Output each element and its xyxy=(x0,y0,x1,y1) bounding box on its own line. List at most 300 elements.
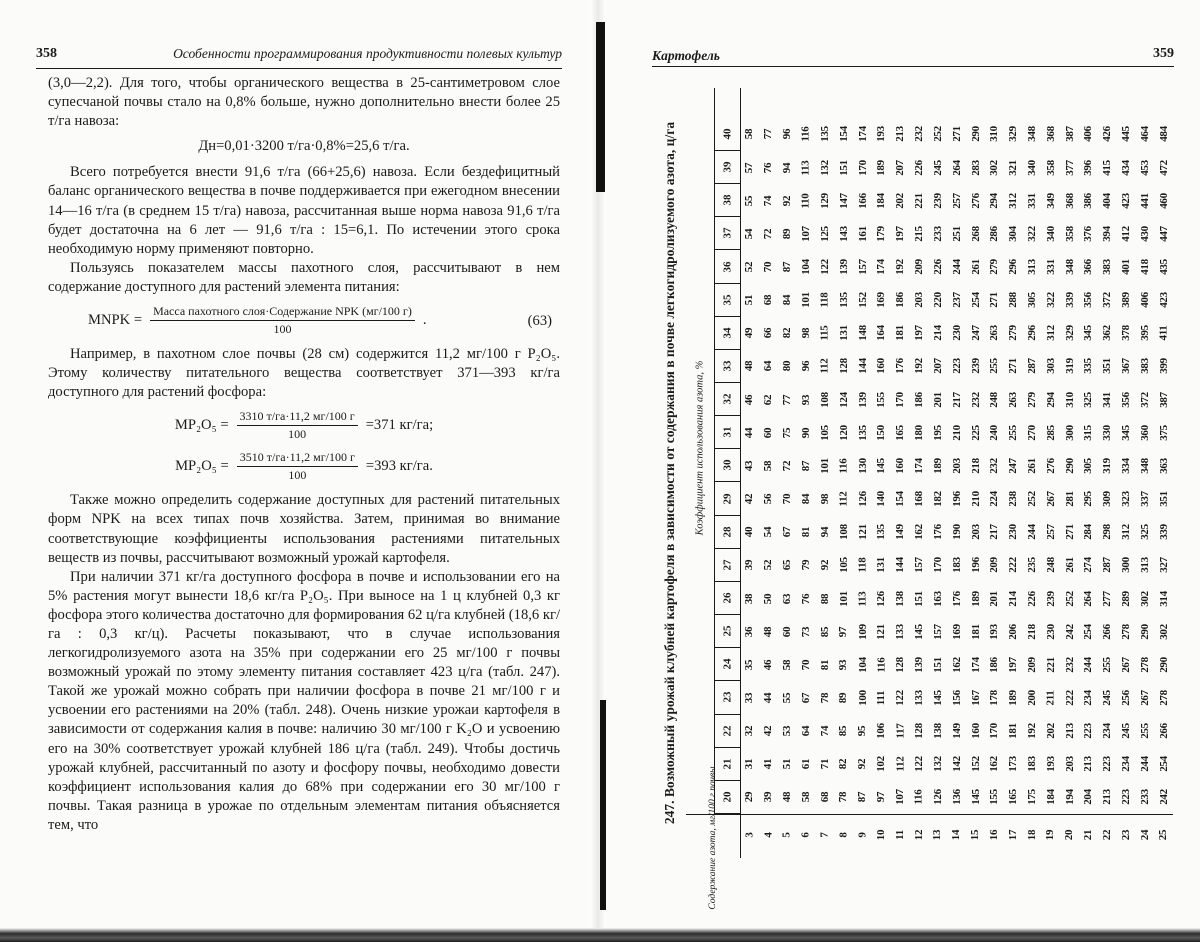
yield-value: 406 xyxy=(1082,126,1095,143)
table-cell xyxy=(1079,449,1097,482)
content-value: 5 xyxy=(781,832,794,838)
formula-63-fraction xyxy=(150,304,415,337)
spine-shadow-top xyxy=(596,22,605,192)
yield-value: 255 xyxy=(988,358,1001,375)
table-cell xyxy=(1155,118,1173,151)
yield-value: 135 xyxy=(818,126,831,143)
yield-value: 313 xyxy=(1025,259,1038,275)
paragraph-3: Пользуясь показателем массы пахотного слоя, рассчитывают в нем содержание доступного для растений элемента питания: xyxy=(48,259,560,295)
table-cell xyxy=(835,482,853,515)
table-cell xyxy=(929,317,947,350)
table-cell xyxy=(797,781,815,814)
table-cell xyxy=(1023,184,1041,217)
table-cell xyxy=(891,250,909,283)
table-cell xyxy=(891,781,909,814)
yield-value: 101 xyxy=(837,590,850,607)
yield-value: 145 xyxy=(969,789,982,806)
table-row xyxy=(891,88,909,858)
content-label-cell xyxy=(929,820,947,850)
yield-value: 277 xyxy=(1101,590,1114,607)
yield-value: 399 xyxy=(1157,358,1170,375)
yield-value: 136 xyxy=(950,789,963,806)
yield-value: 313 xyxy=(1138,557,1151,574)
yield-value: 263 xyxy=(988,325,1001,342)
yield-value: 213 xyxy=(1082,756,1095,773)
coefficient-value: 24 xyxy=(721,658,733,670)
yield-value: 232 xyxy=(1063,656,1076,673)
yield-value: 200 xyxy=(1025,690,1038,706)
yield-value: 186 xyxy=(912,391,925,408)
table-cell xyxy=(910,482,928,515)
yield-value: 401 xyxy=(1119,259,1132,275)
yield-value: 105 xyxy=(818,424,831,441)
yield-value: 255 xyxy=(1138,723,1151,739)
table-cell xyxy=(1079,250,1097,283)
table-cell xyxy=(1023,118,1041,151)
yield-value: 195 xyxy=(931,424,944,441)
table-cell xyxy=(853,648,871,681)
table-cell xyxy=(1136,582,1154,615)
coefficient-header-cell xyxy=(714,383,740,416)
yield-value: 296 xyxy=(1025,325,1038,342)
yield-value: 197 xyxy=(894,226,907,242)
table-cell xyxy=(910,681,928,714)
yield-value: 279 xyxy=(988,259,1001,275)
yield-value: 97 xyxy=(837,626,850,637)
table-cell xyxy=(759,217,777,250)
table-cell xyxy=(891,350,909,383)
table-cell xyxy=(891,284,909,317)
table-cell xyxy=(1042,317,1060,350)
table-cell xyxy=(1004,118,1022,151)
table-cell xyxy=(853,250,871,283)
yield-value: 174 xyxy=(856,126,869,143)
yield-value: 386 xyxy=(1082,192,1095,209)
yield-value: 70 xyxy=(781,493,794,505)
yield-value: 160 xyxy=(894,458,907,474)
table-cell xyxy=(759,748,777,781)
yield-value: 135 xyxy=(856,424,869,441)
yield-value: 223 xyxy=(1119,789,1132,806)
yield-value: 108 xyxy=(818,391,831,408)
table-cell xyxy=(778,549,796,582)
yield-value: 65 xyxy=(781,560,794,571)
yield-value: 270 xyxy=(1025,424,1038,441)
yield-value: 247 xyxy=(969,325,982,342)
yield-value: 230 xyxy=(1006,524,1019,541)
table-cell xyxy=(1079,549,1097,582)
table-cell xyxy=(929,284,947,317)
yield-value: 152 xyxy=(969,756,982,773)
table-cell xyxy=(872,549,890,582)
yield-value: 310 xyxy=(1063,391,1076,408)
yield-value: 125 xyxy=(818,226,831,242)
table-cell xyxy=(948,151,966,184)
yield-value: 207 xyxy=(894,159,907,176)
table-cell xyxy=(1117,350,1135,383)
table-cell xyxy=(835,383,853,416)
content-label-cell xyxy=(1117,820,1135,850)
right-page xyxy=(606,0,1200,942)
table-cell xyxy=(835,250,853,283)
yield-value: 209 xyxy=(1025,656,1038,673)
yield-value: 52 xyxy=(762,560,775,571)
yield-value: 57 xyxy=(743,162,756,173)
table-cell xyxy=(985,284,1003,317)
yield-value: 58 xyxy=(781,659,794,670)
yield-value: 296 xyxy=(1006,259,1019,275)
yield-value: 196 xyxy=(950,491,963,507)
table-cell xyxy=(759,317,777,350)
yield-value: 131 xyxy=(875,557,888,574)
table-cell xyxy=(872,416,890,449)
yield-value: 300 xyxy=(1063,424,1076,441)
table-cell xyxy=(1098,715,1116,748)
left-text-column xyxy=(48,74,560,835)
content-value: 18 xyxy=(1025,829,1038,841)
yield-value: 101 xyxy=(818,458,831,474)
table-cell xyxy=(1136,184,1154,217)
table-cell xyxy=(797,648,815,681)
yield-value: 209 xyxy=(912,259,925,275)
table-row xyxy=(1136,88,1154,858)
yield-value: 377 xyxy=(1063,159,1076,176)
yield-value: 132 xyxy=(818,159,831,176)
table-cell xyxy=(1023,648,1041,681)
yield-value: 378 xyxy=(1119,325,1132,342)
paragraph-2: Всего потребуется внести 91,6 т/га (66+25,6) навоза. Если бездефицитный баланс органического вещества в почве поддерживается при ежегодном внесении 14—16 т/га (в среднем 15 т/га) навоза, рассчитанная выше норма навоза 91,6 т/га будет достаточна на 6 лет — 91,6 т/га : 15=6,1. По истечении этого срока необходимую норму применяют повторно. xyxy=(48,164,560,257)
yield-value: 64 xyxy=(762,361,775,372)
table-cell xyxy=(966,383,984,416)
table-cell xyxy=(966,284,984,317)
yield-value: 110 xyxy=(799,193,812,209)
table-cell xyxy=(948,118,966,151)
coefficient-value: 25 xyxy=(721,625,733,637)
yield-value: 183 xyxy=(950,557,963,574)
yield-value: 193 xyxy=(875,126,888,143)
yield-value: 94 xyxy=(818,527,831,538)
table-cell xyxy=(1004,715,1022,748)
formula-phosphorus-a xyxy=(48,409,560,442)
table-cell xyxy=(872,781,890,814)
table-cell xyxy=(1079,748,1097,781)
table-cell xyxy=(797,549,815,582)
yield-value: 132 xyxy=(931,756,944,773)
table-cell xyxy=(948,516,966,549)
content-label-cell xyxy=(797,820,815,850)
left-page-number: 358 xyxy=(36,46,57,61)
table-cell xyxy=(835,284,853,317)
yield-value: 157 xyxy=(856,259,869,275)
yield-value: 160 xyxy=(875,358,888,375)
yield-value: 204 xyxy=(1082,789,1095,806)
table-cell xyxy=(948,317,966,350)
paragraph-6: При наличии 371 кг/га доступного фосфора в почве и использовании его на 5% растения могут вынести 18,6 кг/га P₂O₅. При выносе на 1 ц клубней 0,3 кг фосфора этого количества достаточно для формирования 62 ц/га клубней (18,6 кг/га : 0,3 кг/ц). Расчеты показывают, что в случае использования легкогидролизуемого азота на 35% при содержании его 25 мг/100 г почвы возможный урожай по этому элементу питания составляет 423 ц/га (табл. 247). Такой же урожай можно собрать при наличии фосфора в почве 21 мг/100 г и усвоении его растениями на 20% (табл. 248). Очень низкие урожаи картофеля в зависимости от содержания калия в почве: наличию 30 мг/100 г K₂O и усвоению его на 30% соответствует урожай клубней 186 ц/га (табл. 249). Чтобы достичь урожай клубней, рассчитанный по азоту и фосфору почвы, необходимо довести коэффициент использования калия до 68% при содержании его 30 мг/100 г почвы. Такая разница в урожае по отдельным элементам питания объясняется тем, что xyxy=(48,568,560,833)
yield-value: 248 xyxy=(1044,557,1057,574)
yield-value: 281 xyxy=(1063,491,1076,507)
table-cell xyxy=(740,118,758,151)
yield-value: 35 xyxy=(743,659,756,670)
yield-value: 237 xyxy=(950,292,963,308)
formula-b-fraction xyxy=(237,450,358,483)
content-label-cell xyxy=(1004,820,1022,850)
yield-value: 322 xyxy=(1025,226,1038,242)
yield-value: 278 xyxy=(1157,690,1170,706)
yield-value: 434 xyxy=(1119,159,1132,176)
table-cell xyxy=(1042,715,1060,748)
yield-value: 80 xyxy=(781,361,794,372)
table-cell xyxy=(1060,217,1078,250)
yield-value: 255 xyxy=(1006,424,1019,441)
table-cell xyxy=(816,781,834,814)
table-cell xyxy=(872,151,890,184)
yield-value: 139 xyxy=(856,391,869,408)
table-cell xyxy=(797,449,815,482)
yield-value: 472 xyxy=(1157,159,1170,176)
yield-value: 149 xyxy=(894,524,907,541)
table-cell xyxy=(778,449,796,482)
yield-value: 234 xyxy=(1119,756,1132,773)
table-cell xyxy=(1079,615,1097,648)
yield-value: 192 xyxy=(1025,723,1038,739)
content-value: 3 xyxy=(743,832,756,838)
content-label-cell xyxy=(1060,820,1078,850)
table-cell xyxy=(1079,582,1097,615)
table-cell xyxy=(1042,516,1060,549)
yield-value: 72 xyxy=(781,460,794,472)
yield-value: 73 xyxy=(799,626,812,637)
yield-value: 48 xyxy=(781,792,794,803)
table-cell xyxy=(1098,748,1116,781)
table-cell xyxy=(1155,250,1173,283)
table-cell xyxy=(929,118,947,151)
yield-value: 147 xyxy=(837,192,850,209)
table-cell xyxy=(853,284,871,317)
yield-value: 234 xyxy=(1101,723,1114,739)
yield-value: 122 xyxy=(894,690,907,706)
coefficient-header-cell xyxy=(714,250,740,283)
table-cell xyxy=(1079,317,1097,350)
formula-63-numerator: Масса пахотного слоя·Содержание NPK (мг/100 г) xyxy=(150,304,415,321)
table-cell xyxy=(985,151,1003,184)
coefficient-value: 21 xyxy=(721,758,733,770)
table-cell xyxy=(1117,482,1135,515)
table-cell xyxy=(1042,184,1060,217)
table-cell xyxy=(778,681,796,714)
table-cell xyxy=(1023,284,1041,317)
table-cell xyxy=(872,184,890,217)
content-value: 25 xyxy=(1157,829,1170,841)
yield-value: 239 xyxy=(969,358,982,375)
table-cell xyxy=(948,748,966,781)
table-cell xyxy=(740,648,758,681)
coefficient-value: 32 xyxy=(721,393,733,405)
yield-value: 90 xyxy=(799,427,812,438)
table-cell xyxy=(1079,184,1097,217)
yield-value: 40 xyxy=(743,527,756,538)
yield-value: 68 xyxy=(818,792,831,803)
yield-value: 261 xyxy=(969,259,982,275)
table-cell xyxy=(853,516,871,549)
yield-value: 143 xyxy=(837,226,850,242)
table-cell xyxy=(816,516,834,549)
table-cell xyxy=(740,151,758,184)
table-cell xyxy=(853,582,871,615)
table-cell xyxy=(1079,383,1097,416)
yield-value: 331 xyxy=(1044,259,1057,275)
table-cell xyxy=(929,184,947,217)
yield-value: 276 xyxy=(969,192,982,209)
table-cell xyxy=(853,118,871,151)
table-cell xyxy=(1023,449,1041,482)
yield-value: 129 xyxy=(818,192,831,209)
content-label-cell xyxy=(872,820,890,850)
yield-value: 394 xyxy=(1101,226,1114,242)
table-cell xyxy=(1023,681,1041,714)
formula-63-denominator: 100 xyxy=(273,322,292,337)
yield-value: 74 xyxy=(818,725,831,737)
table-cell xyxy=(778,284,796,317)
table-cell xyxy=(778,383,796,416)
formula-a-lhs: MP₂O₅ = xyxy=(174,417,229,434)
right-page-number: 359 xyxy=(1153,46,1174,61)
table-cell xyxy=(1136,284,1154,317)
yield-value: 124 xyxy=(837,391,850,408)
table-cell xyxy=(797,184,815,217)
yield-value: 49 xyxy=(743,328,756,339)
table-cell xyxy=(872,482,890,515)
table-cell xyxy=(835,217,853,250)
table-cell xyxy=(835,681,853,714)
table-cell xyxy=(740,582,758,615)
table-cell xyxy=(966,681,984,714)
yield-value: 75 xyxy=(781,427,794,438)
table-cell xyxy=(835,748,853,781)
table-cell xyxy=(1004,151,1022,184)
content-label-cell xyxy=(740,820,758,850)
content-label-cell xyxy=(759,820,777,850)
table-cell xyxy=(1004,250,1022,283)
table-cell xyxy=(1060,383,1078,416)
table-cell xyxy=(910,549,928,582)
formula-b-rhs: =393 кг/га. xyxy=(365,458,433,475)
yield-value: 189 xyxy=(931,458,944,474)
table-cell xyxy=(1155,449,1173,482)
yield-value: 252 xyxy=(931,126,944,143)
yield-value: 92 xyxy=(818,560,831,571)
yield-value: 213 xyxy=(1063,723,1076,739)
table-cell xyxy=(1117,250,1135,283)
yield-value: 176 xyxy=(894,358,907,375)
table-row xyxy=(853,88,871,858)
yield-value: 283 xyxy=(969,159,982,176)
yield-value: 70 xyxy=(799,659,812,670)
yield-value: 154 xyxy=(894,491,907,507)
yield-value: 484 xyxy=(1157,126,1170,143)
table-cell xyxy=(1117,648,1135,681)
table-cell xyxy=(929,781,947,814)
table-cell xyxy=(891,549,909,582)
table-cell xyxy=(816,715,834,748)
yield-value: 387 xyxy=(1157,391,1170,408)
yield-value: 285 xyxy=(1044,424,1057,441)
coefficient-value: 20 xyxy=(721,791,733,803)
yield-value: 238 xyxy=(1006,491,1019,507)
paragraph-4: Например, в пахотном слое почвы (28 см) содержится 11,2 мг/100 г P₂O₅. Этому количеству питательного вещества соответствует 371—393 кг/га доступного для растений фосфора: xyxy=(48,346,560,401)
coefficient-value: 36 xyxy=(721,261,733,272)
table-cell xyxy=(853,350,871,383)
table-cell xyxy=(759,118,777,151)
table-row xyxy=(966,88,984,858)
table-cell xyxy=(966,781,984,814)
content-value: 24 xyxy=(1138,829,1151,841)
yield-value: 113 xyxy=(856,591,869,606)
yield-value: 256 xyxy=(1119,690,1132,706)
table-row xyxy=(985,88,1003,858)
yield-value: 254 xyxy=(1157,756,1170,773)
table-cell xyxy=(985,317,1003,350)
table-cell xyxy=(816,284,834,317)
table-cell xyxy=(1042,151,1060,184)
table-cell xyxy=(759,582,777,615)
yield-value: 244 xyxy=(950,259,963,275)
table-cell xyxy=(740,615,758,648)
yield-value: 412 xyxy=(1119,226,1132,242)
table-cell xyxy=(1098,317,1116,350)
yield-value: 207 xyxy=(931,358,944,375)
table-247 xyxy=(650,88,1175,910)
yield-value: 302 xyxy=(1138,590,1151,607)
table-cell xyxy=(1136,781,1154,814)
table-cell xyxy=(1079,781,1097,814)
coefficient-value: 23 xyxy=(721,691,733,703)
content-value: 9 xyxy=(856,832,869,838)
yield-value: 193 xyxy=(988,623,1001,640)
yield-value: 267 xyxy=(1119,656,1132,673)
table-cell xyxy=(966,449,984,482)
yield-value: 62 xyxy=(762,394,775,405)
table-cell xyxy=(891,748,909,781)
right-running-head xyxy=(652,46,1174,67)
yield-value: 341 xyxy=(1101,391,1114,408)
yield-value: 252 xyxy=(1025,491,1038,507)
table-cell xyxy=(759,284,777,317)
yield-value: 76 xyxy=(799,593,812,604)
yield-value: 170 xyxy=(856,159,869,176)
table-cell xyxy=(1004,317,1022,350)
right-running-title: Картофель xyxy=(652,48,720,63)
table-cell xyxy=(778,648,796,681)
yield-value: 206 xyxy=(1006,623,1019,640)
table-cell xyxy=(1155,284,1173,317)
table-cell xyxy=(1079,516,1097,549)
yield-value: 203 xyxy=(950,458,963,474)
table-cell xyxy=(872,250,890,283)
yield-value: 82 xyxy=(781,328,794,339)
table-cell xyxy=(929,383,947,416)
yield-value: 335 xyxy=(1082,358,1095,375)
table-cell xyxy=(797,715,815,748)
yield-value: 180 xyxy=(912,424,925,441)
yield-value: 222 xyxy=(1006,557,1019,574)
content-value: 10 xyxy=(875,829,888,841)
table-cell xyxy=(985,648,1003,681)
table-cell xyxy=(1136,748,1154,781)
yield-value: 300 xyxy=(1119,557,1132,574)
table-cell xyxy=(759,350,777,383)
table-cell xyxy=(910,615,928,648)
table-cell xyxy=(816,383,834,416)
